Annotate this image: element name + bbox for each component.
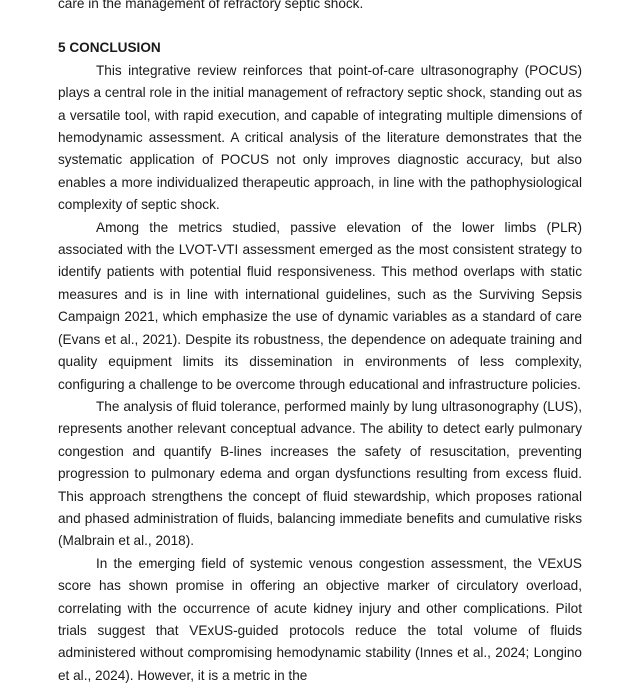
document-body <box>58 0 582 687</box>
paragraph-fluid-tolerance: The analysis of fluid tolerance, performed mainly by lung ultrasonography (LUS), represents another relevant conceptual advance. The ability to detect early pulmonary congestion and quantify B-lines increases the safety of resuscitation, preventing progression to pulmonary edema and organ dysfunctions resulting from excess fluid. This approach strengthens the concept of fluid stewardship, which proposes rational and phased administration of fluids, balancing immediate benefits and cumulative risks (Malbrain et al., 2018). <box>58 398 582 549</box>
section-heading: 5 CONCLUSION <box>58 40 161 56</box>
previous-paragraph-fragment: care in the management of refractory septic shock. <box>58 0 364 11</box>
paragraph-vexus: In the emerging field of systemic venous congestion assessment, the VExUS score has shown promise in offering an objective marker of circulatory overload, correlating with the occurrence of acute kidney injury and other complications. Pilot trials suggest that VExUS-guided protocols reduce the total volume of fluids administered without compromising hemodynamic stability (Innes et al., 2024; Longino et al., 2024). However, it is a metric in the <box>58 555 582 683</box>
paragraph-pocus-role: This integrative review reinforces that point-of-care ultrasonography (POCUS) plays a central role in the initial management of refractory septic shock, standing out as a versatile tool, with rapid execution, and capable of integrating multiple dimensions of hemodynamic assessment. A critical analysis of the literature demonstrates that the systematic application of POCUS not only improves diagnostic accuracy, but also enables a more individualized therapeutic approach, in line with the pathophysiological complexity of septic shock. <box>58 62 582 213</box>
paragraph-plr-lvot-vti: Among the metrics studied, passive elevation of the lower limbs (PLR) associated with the LVOT-VTI assessment emerged as the most consistent strategy to identify patients with potential fluid responsiveness. This method overlaps with static measures and is in line with international guidelines, such as the Surviving Sepsis Campaign 2021, which emphasize the use of dynamic variables as a standard of care (Evans et al., 2021). Despite its robustness, the dependence on adequate training and quality equipment limits its dissemination in environments of less complexity, configuring a challenge to be overcome through educational and infrastructure policies. <box>58 219 582 392</box>
